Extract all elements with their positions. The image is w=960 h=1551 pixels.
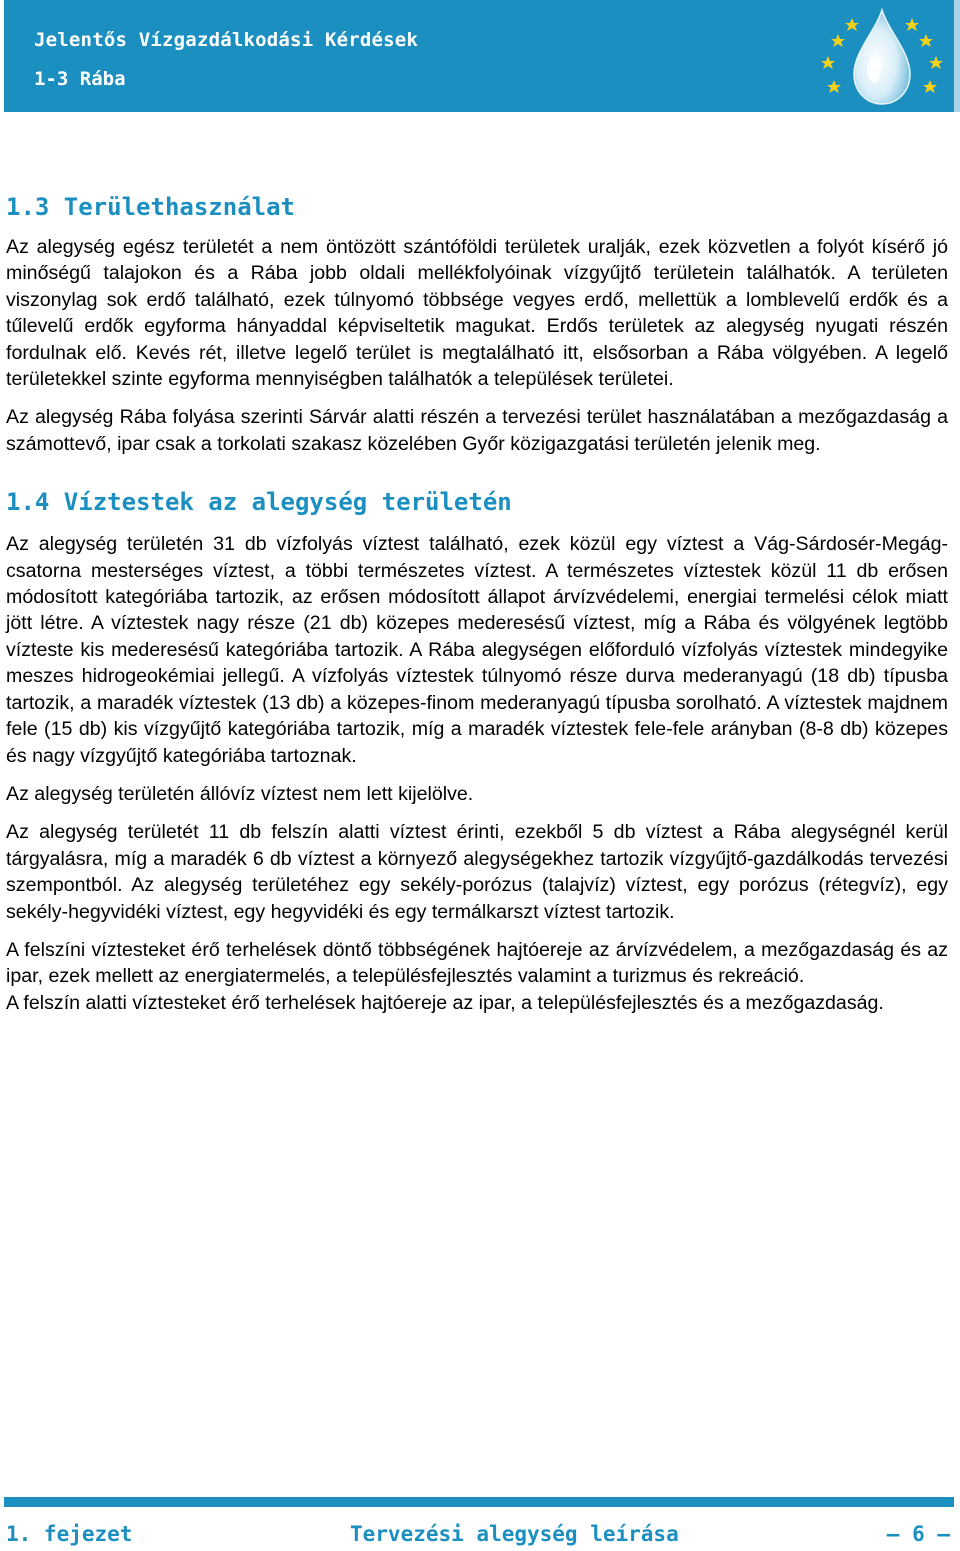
footer-divider bbox=[4, 1497, 954, 1507]
paragraph: A felszín alatti víztesteket érő terhelések hajtóereje az ipar, a településfejlesztés és a mezőgazdaság. bbox=[6, 991, 884, 1014]
header-title: Jelentős Vízgazdálkodási Kérdések bbox=[34, 29, 419, 51]
page-number: – 6 – bbox=[886, 1522, 950, 1546]
eu-water-drop-stars-icon bbox=[812, 4, 952, 108]
document-body bbox=[6, 192, 948, 1016]
page-footer bbox=[6, 1522, 950, 1550]
footer-section-title: Tervezési alegység leírása bbox=[350, 1522, 679, 1546]
page-header bbox=[4, 0, 960, 112]
paragraph: Az alegység területén 31 db vízfolyás víztest található, ezek közül egy víztest a Vág-Sárdosér-Megág-csatorna mesterséges víztest, a többi természetes víztest. A természetes víztestek közül 11 db erősen módosított kategóriába tartozik, az erősen módosított állapot árvízvédelemi, energiai termelési célok miatt jött létre. A víztestek nagy része (21 db) közepes mederesésű víztest, míg a Rába és völgyének legtöbb víztestе kis mederesésű kategóriába tartozik. A Rába alegységen előforduló vízfolyás víztestek mindegyike meszes hidrogeokémiai jellegű. A vízfolyás víztestek túlnyomó része durva mederanyagú (18 db) típusba tartozik, a maradék víztestek (13 db) a közepes-finom mederanyagú típusba sorolható. A víztestek majdnem fele (15 db) kis vízgyűjtő kategóriába tartozik, míg a maradék víztestek fele-fele arányban (8-8 db) közepes és nagy vízgyűjtő kategóriába tartoznak. bbox=[6, 533, 948, 767]
paragraph: Az alegység egész területét a nem öntözött szántóföldi területek uralják, ezek közvetlen a folyót kísérő jó minőségű talajokon és a Rába jobb oldali mellékfolyóinak vízgyűjtő területein találhatók. A területen viszonylag sok erdő található, ezek túlnyomó többsége vegyes erdő, mellettük a lomblevelű erdők és a tűlevelű erdők egyforma hányaddal képviseltetik magukat. Erdős területek az alegység nyugati részén fordulnak elő. Kevés rét, illetve legelő terület is megtalálható itt, elsősorban a Rába völgyében. A legelő területekkel szinte egyforma mennyiségben találhatók a települések területei. bbox=[6, 236, 948, 391]
paragraph: Az alegység területét 11 db felszín alatti víztest érinti, ezekből 5 db víztest a Rába alegységnél kerül tárgyalásra, míg a maradék 6 db víztest a környező alegységekhez tartozik vízgyűjtő-gazdálkodás tervezési szempontból. Az alegység területéhez egy sekély-porózus (talajvíz) víztest, egy porózus (rétegvíz), egy sekély-hegyvidéki víztest, egy hegyvidéki és egy termálkarszt víztest tartozik. bbox=[6, 821, 948, 923]
section-heading-land-use: 1.3 Területhasználat bbox=[6, 193, 295, 221]
paragraph: A felszíni víztesteket érő terhelések döntő többségének hajtóereje az árvízvédelem, a mezőgazdaság és az ipar, ezek mellett az energiatermelés, a településfejlesztés valamint a turizmus és rekreáció. bbox=[6, 938, 948, 988]
section-heading-water-bodies: 1.4 Víztestek az alegység területén bbox=[6, 488, 512, 517]
paragraph: Az alegység területén állóvíz víztest nem lett kijelölve. bbox=[6, 782, 474, 805]
paragraph: Az alegység Rába folyása szerinti Sárvár alatti részén a tervezési terület használatában a mezőgazdaság a számottevő, ipar csak a torkolati szakasz közelében Győr közigazgatási területén jelenik meg. bbox=[6, 406, 948, 455]
footer-chapter: 1. fejezet bbox=[6, 1522, 133, 1546]
header-subtitle: 1-3 Rába bbox=[34, 68, 126, 90]
